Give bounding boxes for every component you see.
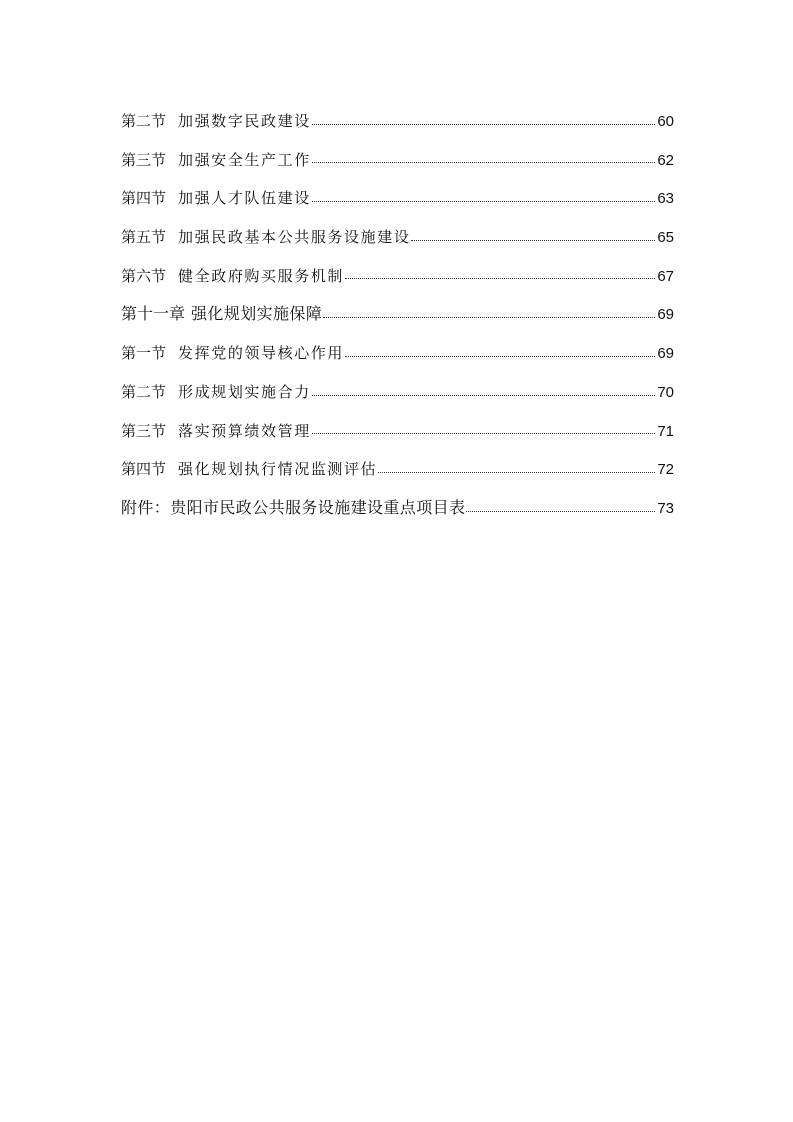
toc-page-number: 71 xyxy=(657,422,674,440)
toc-page-number: 65 xyxy=(657,229,674,247)
toc-chapter-title: 强化规划实施保障 xyxy=(191,304,323,324)
toc-page-number: 69 xyxy=(657,306,674,324)
toc-chapter-number: 第十一章 xyxy=(121,304,186,324)
toc-section-title: 加强民政基本公共服务设施建设 xyxy=(178,228,411,247)
toc-entry[interactable] xyxy=(121,334,674,373)
toc-entry[interactable] xyxy=(121,450,674,489)
toc-section-number: 第五节 xyxy=(121,228,167,247)
dot-leader xyxy=(312,162,655,163)
toc-section-title: 加强人才队伍建设 xyxy=(178,189,311,208)
toc-entry[interactable] xyxy=(121,179,674,218)
toc-entry-label xyxy=(121,334,344,373)
toc-page-number: 73 xyxy=(657,499,674,517)
toc-section-title: 加强数字民政建设 xyxy=(178,112,311,130)
toc-entry-label xyxy=(121,179,311,218)
toc-section-number: 第四节 xyxy=(121,460,167,479)
toc-section-number: 第三节 xyxy=(121,150,167,169)
toc-page-number: 63 xyxy=(657,190,674,208)
dot-leader xyxy=(345,278,655,279)
toc-entry-label xyxy=(121,218,410,257)
toc-page-number: 67 xyxy=(657,267,674,285)
dot-leader xyxy=(466,511,655,512)
toc-page-number: 70 xyxy=(657,383,674,401)
toc-page-number: 72 xyxy=(657,461,674,479)
toc-entry-label xyxy=(121,489,465,528)
toc-page-number: 62 xyxy=(657,151,674,169)
toc-entry-label xyxy=(121,450,377,489)
toc-chapter-entry[interactable] xyxy=(121,295,674,334)
toc-entry[interactable] xyxy=(121,373,674,412)
toc-entry[interactable] xyxy=(121,102,674,141)
toc-section-number: 第二节 xyxy=(121,382,167,401)
dot-leader xyxy=(312,433,655,434)
dot-leader xyxy=(323,317,655,318)
toc-section-number: 第三节 xyxy=(121,421,167,440)
toc-entry-label xyxy=(121,373,311,412)
toc-entry-label xyxy=(121,412,311,451)
toc-section-title: 加强安全生产工作 xyxy=(178,150,311,169)
toc-entry-label xyxy=(121,257,344,296)
toc-entry-label xyxy=(121,102,311,141)
toc-section-number: 第二节 xyxy=(121,112,167,130)
table-of-contents xyxy=(121,102,674,528)
toc-entry-label xyxy=(121,295,322,334)
toc-appendix-entry[interactable] xyxy=(121,489,674,528)
toc-page-number: 69 xyxy=(657,345,674,363)
toc-entry[interactable] xyxy=(121,141,674,180)
toc-section-title: 形成规划实施合力 xyxy=(178,382,311,401)
dot-leader xyxy=(312,395,655,396)
toc-section-title: 发挥党的领导核心作用 xyxy=(178,344,345,363)
toc-entry-label xyxy=(121,141,311,180)
toc-entry[interactable] xyxy=(121,412,674,451)
toc-page-number: 60 xyxy=(657,113,674,130)
toc-section-number: 第四节 xyxy=(121,189,167,208)
dot-leader xyxy=(378,472,655,473)
toc-section-title: 健全政府购买服务机制 xyxy=(178,266,345,285)
dot-leader xyxy=(411,240,655,241)
toc-appendix-title: 附件：贵阳市民政公共服务设施建设重点项目表 xyxy=(121,497,466,517)
toc-entry[interactable] xyxy=(121,218,674,257)
dot-leader xyxy=(312,201,655,202)
toc-entry[interactable] xyxy=(121,257,674,296)
toc-section-number: 第一节 xyxy=(121,344,167,363)
dot-leader xyxy=(345,356,655,357)
toc-section-title: 强化规划执行情况监测评估 xyxy=(178,460,378,479)
dot-leader xyxy=(312,124,655,125)
toc-section-title: 落实预算绩效管理 xyxy=(178,421,311,440)
toc-section-number: 第六节 xyxy=(121,266,167,285)
